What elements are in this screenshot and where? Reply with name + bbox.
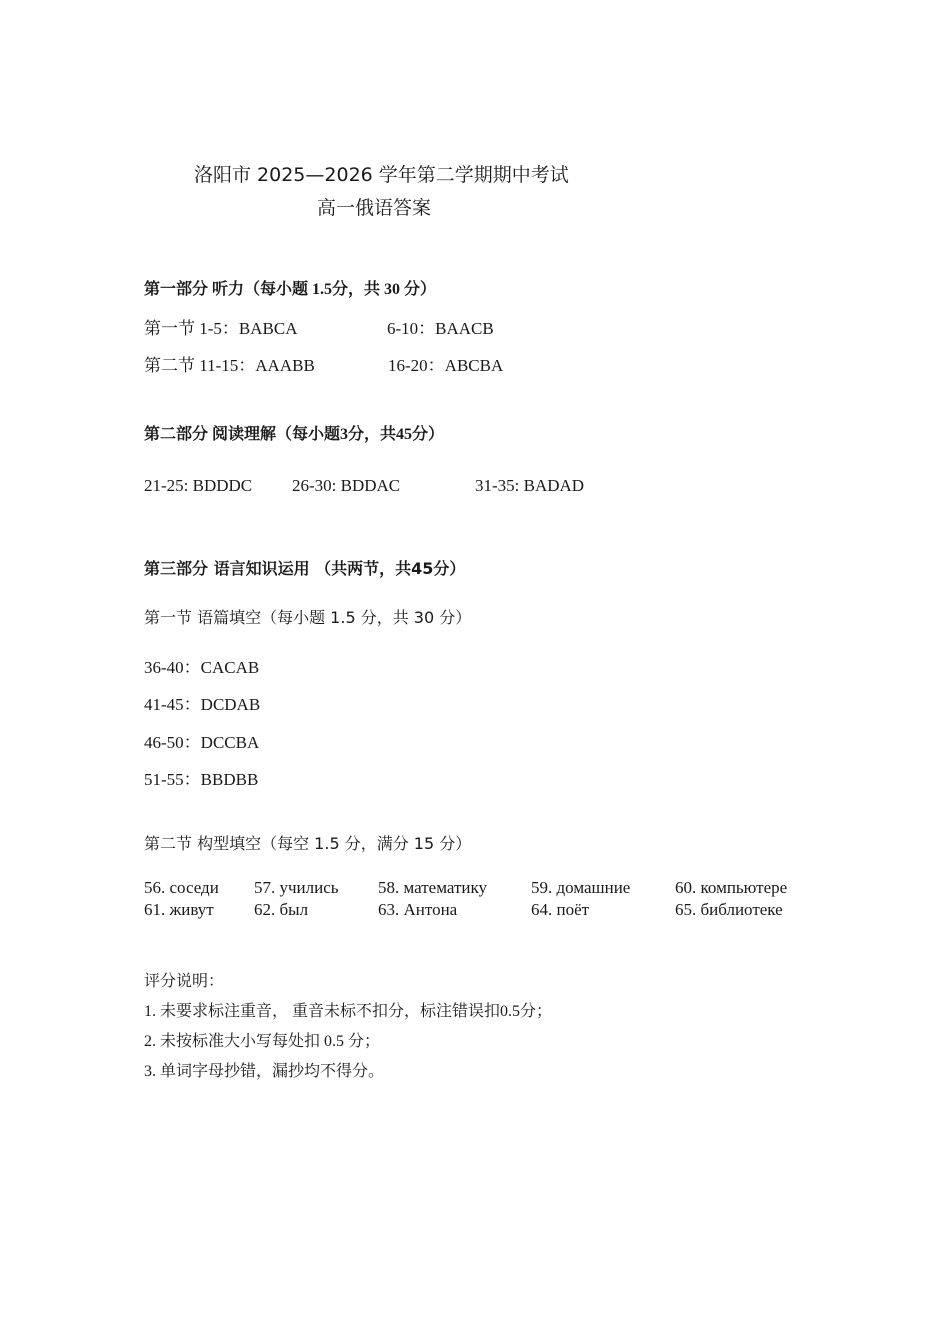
section1-answer-3: 46-50：DCCBA — [144, 733, 260, 752]
part1-row-2-label: 第二节 11-15：AAABB — [144, 356, 315, 375]
scoring-heading: 评分说明： — [144, 973, 225, 990]
part2-answer-3: 31-35: BADAD — [475, 476, 585, 495]
part2-heading: 第二部分 阅读理解（每小题3分，共45分） — [144, 426, 445, 443]
section2-answer-58: 58. математику — [378, 878, 488, 897]
section2-answer-65: 65. библиотеке — [675, 900, 783, 919]
section2-answer-64: 64. поёт — [531, 900, 590, 919]
exam-title: 洛阳市 2025—2026 学年第二学期期中考试 — [194, 164, 569, 186]
part1-row-1-right: 6-10：BAACB — [387, 319, 494, 338]
part1-row-2-right: 16-20：ABCBA — [388, 356, 504, 375]
section2-answer-59: 59. домашние — [531, 878, 631, 897]
section1-answer-2: 41-45：DCDAB — [144, 695, 261, 714]
exam-subtitle: 高一俄语答案 — [317, 197, 432, 219]
part1-row-1-label: 第一节 1-5：BABCA — [144, 319, 298, 338]
section1-answer-4: 51-55：BBDBB — [144, 770, 259, 789]
section2-answer-63: 63. Антона — [378, 900, 458, 919]
part3-section2-heading: 第二节 构型填空（每空 1.5 分，满分 15 分） — [144, 834, 472, 853]
part3-section1-heading: 第一节 语篇填空（每小题 1.5 分，共 30 分） — [144, 608, 472, 627]
scoring-item-3: 3. 单词字母抄错，漏抄均不得分。 — [144, 1063, 385, 1080]
section2-answer-56: 56. соседи — [144, 878, 219, 897]
section1-answer-1: 36-40：CACAB — [144, 658, 260, 677]
part3-heading: 第三部分 语言知识运用 （共两节，共45分） — [144, 559, 466, 578]
scoring-item-1: 1. 未要求标注重音， 重音未标不扣分，标注错误扣0.5分； — [144, 1003, 553, 1020]
part2-answer-2: 26-30: BDDAC — [292, 476, 401, 495]
part2-answer-1: 21-25: BDDDC — [144, 476, 253, 495]
scoring-item-2: 2. 未按标准大小写每处扣 0.5 分； — [144, 1033, 381, 1050]
section2-answer-62: 62. был — [254, 900, 309, 919]
section2-answer-57: 57. учились — [254, 878, 339, 897]
section2-answer-60: 60. компьютере — [675, 878, 788, 897]
part1-heading: 第一部分 听力（每小题 1.5分，共 30 分） — [144, 281, 437, 298]
section2-answer-61: 61. живут — [144, 900, 214, 919]
